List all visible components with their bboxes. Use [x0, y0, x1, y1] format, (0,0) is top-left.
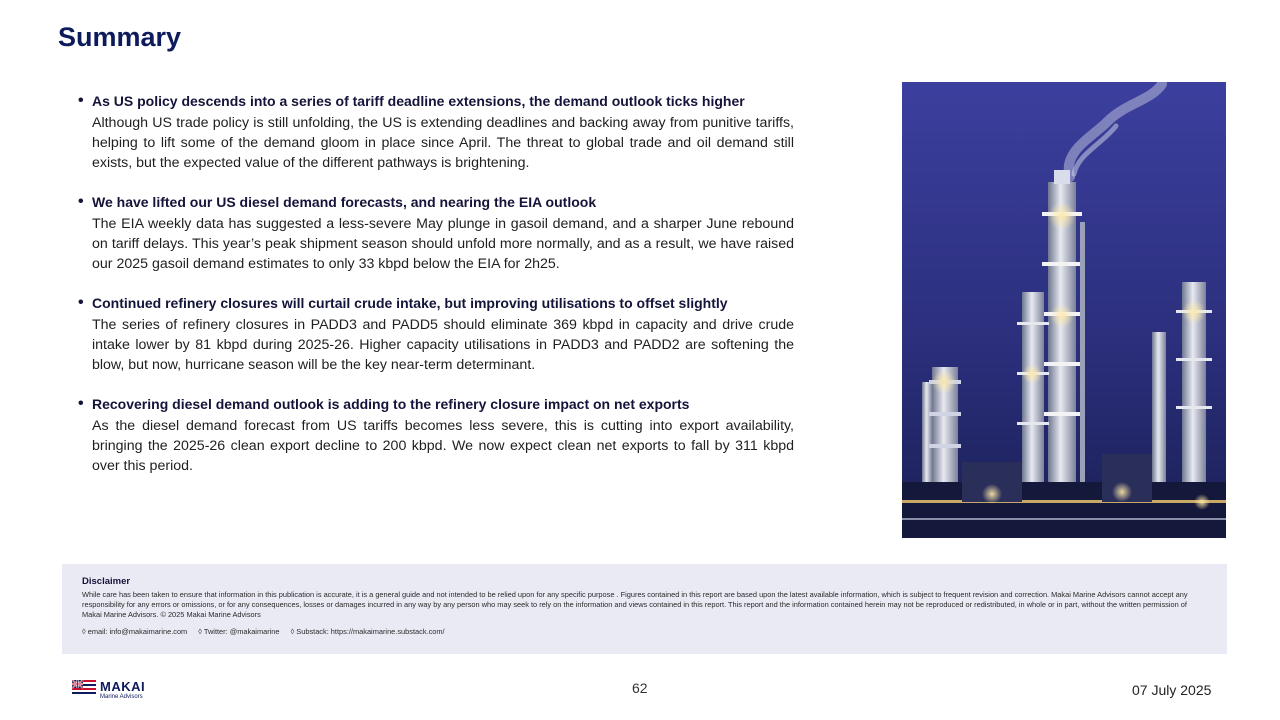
summary-section-1 [78, 92, 794, 173]
section-body: The EIA weekly data has suggested a less-severe May plunge in gasoil demand, and a sharper June rebound on tariff delays. This year’s peak shipment season should unfold more normally, and as a result, we have raised our 2025 gasoil demand estimates to only 33 kbpd below the EIA for 2h25. [92, 216, 794, 272]
logo-subtitle: Marine Advisors [100, 694, 143, 700]
contact-twitter[interactable]: ◊ Twitter: @makaimarine [198, 627, 280, 636]
makai-logo [72, 680, 145, 701]
contact-substack[interactable]: ◊ Substack: https://makaimarine.substack.com/ [290, 627, 445, 636]
contact-email[interactable]: ◊ email: info@makaimarine.com [82, 627, 188, 636]
section-heading: • Recovering diesel demand outlook is adding to the refinery closure impact on net exports [78, 395, 794, 413]
hawaii-flag-icon [72, 680, 96, 696]
disclaimer-contacts [82, 627, 1207, 636]
report-date: 07 July 2025 [1132, 682, 1212, 698]
section-body: Although US trade policy is still unfolding, the US is extending deadlines and backing away from punitive tariffs, helping to lift some of the demand gloom in place since April. The threat to global trade and oil demand still exists, but the expected value of the different pathways is brightening. [92, 115, 794, 171]
disclaimer-box [62, 564, 1227, 654]
disclaimer-title: Disclaimer [82, 576, 131, 587]
refinery-photo [902, 82, 1226, 538]
page-title: Summary [58, 22, 182, 52]
section-body: As the diesel demand forecast from US tariffs becomes less severe, this is cutting into export availability, bringing the 2025-26 clean export decline to 200 kbpd. We now expect clean net exports to fall by 311 kbpd over this period. [92, 418, 794, 474]
section-heading: • We have lifted our US diesel demand forecasts, and nearing the EIA outlook [78, 193, 794, 211]
page-number: 62 [632, 680, 648, 696]
section-body: The series of refinery closures in PADD3 and PADD5 should eliminate 369 kbpd in capacity and drive crude intake lower by 81 kbpd during 2025-26. Higher capacity utilisations in PADD3 and PADD2 are softening the blow, but now, hurricane season will be the key near-term determinant. [92, 317, 794, 373]
summary-section-4 [78, 395, 794, 476]
summary-content [78, 92, 794, 496]
section-heading: • As US policy descends into a series of tariff deadline extensions, the demand outlook ticks higher [78, 92, 794, 110]
section-heading: • Continued refinery closures will curtail crude intake, but improving utilisations to offset slightly [78, 294, 794, 312]
disclaimer-text: While care has been taken to ensure that information in this publication is accurate, it is a general guide and not intended to be relied upon for any specific purpose . Figures contained in this report are based upon the latest available information, which is subject to frequent revision and correction. Makai Marine Advisors cannot accept any responsibility for any errors or omissions, or for any consequences, losses or damages incurred in any way by any person who may seek to rely on the information and views contained in this report. This report and the information contained herein may not be reproduced or redistributed, in whole or in part, without the written permission of Makai Marine Advisors. © 2025 Makai Marine Advisors [82, 590, 1188, 619]
logo-name: MAKAI [100, 679, 146, 694]
summary-section-2 [78, 193, 794, 274]
summary-section-3 [78, 294, 794, 375]
